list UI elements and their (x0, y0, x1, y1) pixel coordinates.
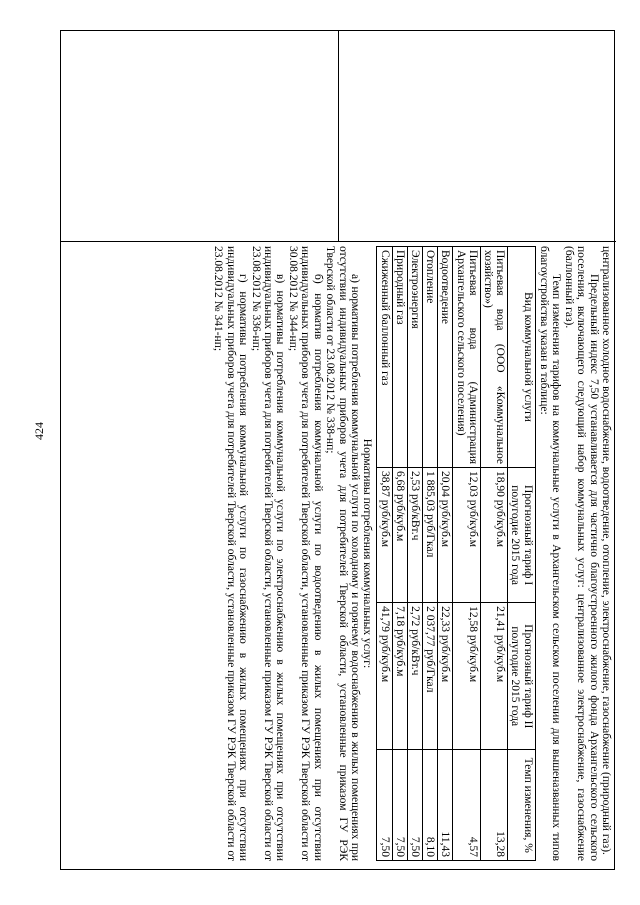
service-cell: Отопление (422, 247, 437, 468)
tariff-1-cell: 12,03 руб/куб.м (453, 468, 480, 603)
service-cell: Сжиженный баллонный газ (377, 247, 392, 468)
service-cell: Электроэнергия (407, 247, 422, 468)
table-row (392, 247, 407, 861)
tariff-1-cell: 1 885,03 руб/Гкал (422, 468, 437, 603)
header-service: Вид коммунальной услуги (508, 247, 535, 468)
norms-title: Нормативы потребления коммунальных услуг: (361, 438, 374, 669)
tariff-1-cell: 38,87 руб/куб.м (377, 468, 392, 603)
tariff-table (376, 246, 535, 861)
left-cell (61, 31, 338, 241)
table-row (377, 247, 392, 861)
tariff-2-cell: 7,18 руб/куб.м (392, 603, 407, 750)
header-rate: Темп изменения, % (508, 750, 535, 861)
rate-cell: 13,28 (480, 750, 507, 861)
left-column (61, 31, 616, 242)
rotated-page (61, 31, 616, 871)
document-frame (60, 30, 615, 870)
service-cell: Питьевая вода (Администрация Архангельского сельского поселения) (453, 247, 480, 468)
tariff-1-cell: 6,68 руб/куб.м (392, 468, 407, 603)
table-row (453, 247, 480, 861)
table-row (422, 247, 437, 861)
rate-cell: 4,57 (453, 750, 480, 861)
table-row (407, 247, 422, 861)
tariff-1-cell: 20,04 руб/куб.м (438, 468, 453, 603)
table-row (480, 247, 507, 861)
table-row (438, 247, 453, 861)
norm-a: а) нормативы потребления коммунальной услуги по холодному и горячему водоснабжению в жилых помещениях при отсутствии индивидуальных приборов учета для потребителей Тверской области, установленные приказом ГУ РЭК Тверской области от 23.08.2012 № 338-нп; (324, 246, 361, 861)
rate-cell: 11,43 (438, 750, 453, 861)
tariff-2-cell: 2,72 руб/кВт.ч (407, 603, 422, 750)
tariff-1-cell: 18,90 руб/куб.м (480, 468, 507, 603)
tariff-1-cell: 2,53 руб/кВт.ч (407, 468, 422, 603)
service-cell: Питьевая вода (ООО «Коммунальное хозяйство») (480, 247, 507, 468)
rate-cell: 8,10 (422, 750, 437, 861)
service-cell: Природный газ (392, 247, 407, 468)
paragraph-1: централизованное холодное водоснабжение, водоотведение, отопление, электроснабжение, газоснабжение (природный газ). (600, 246, 612, 855)
tariff-2-cell: 22,33 руб/куб.м (438, 603, 453, 750)
norm-c: в) нормативы потребления коммунальной услуги по электроснабжению в жилых помещениях при отсутствии индивидуальных приборов учета для потребителей Тверской области, установленные приказом ГУ РЭК Тверской области от 23.08.2012 № 336-нп; (249, 246, 287, 861)
tariff-2-cell: 12,58 руб/куб.м (453, 603, 480, 750)
rate-cell: 7,50 (407, 750, 422, 861)
tariff-2-cell: 41,79 руб/куб.м (377, 603, 392, 750)
tariff-2-cell: 21,41 руб/куб.м (480, 603, 507, 750)
rate-cell: 7,50 (392, 750, 407, 861)
tariff-2-cell: 2 037,77 руб/Гкал (422, 603, 437, 750)
paragraph-2: Предельный индекс 7,50 устанавливается для частично благоустроенного жилого фонда Архангельского сельского поселения, включающего следующий набор коммунальных услуг: централизованное электроснабжение, газоснабжение (баллонный газ). (562, 246, 600, 861)
document-content (65, 246, 612, 861)
rate-cell: 7,50 (377, 750, 392, 861)
service-cell: Водоотведение (438, 247, 453, 468)
norm-d: г) нормативы потребления коммунальной услуги по газоснабжению в жилых помещениях при отсутствии индивидуальных приборов учета для потребителей Тверской области, установленные приказом ГУ РЭК Тверской области от 23.08.2012 № 341-нп; (212, 246, 250, 861)
paragraph-3: Темп изменения тарифов на коммунальные услуги в Архангельском сельском поселении для вышеназванных типов благоустройства указан в таблице: (537, 246, 563, 861)
header-tariff-1: Прогнозный тариф I полугодие 2015 года (508, 468, 535, 603)
header-tariff-2: Прогнозный тариф II полугодие 2015 года (508, 603, 535, 750)
left-cell (338, 31, 616, 241)
table-header-row (508, 247, 535, 861)
page-number: 424 (32, 422, 46, 440)
norm-b: б) норматив потребления коммунальной услуги по водоотведению в жилых помещениях при отсутствии индивидуальных приборов учета для потребителей Тверской области, установленные приказом ГУ РЭК Тверской области от 30.08.2012 № 344-нп; (286, 246, 324, 861)
